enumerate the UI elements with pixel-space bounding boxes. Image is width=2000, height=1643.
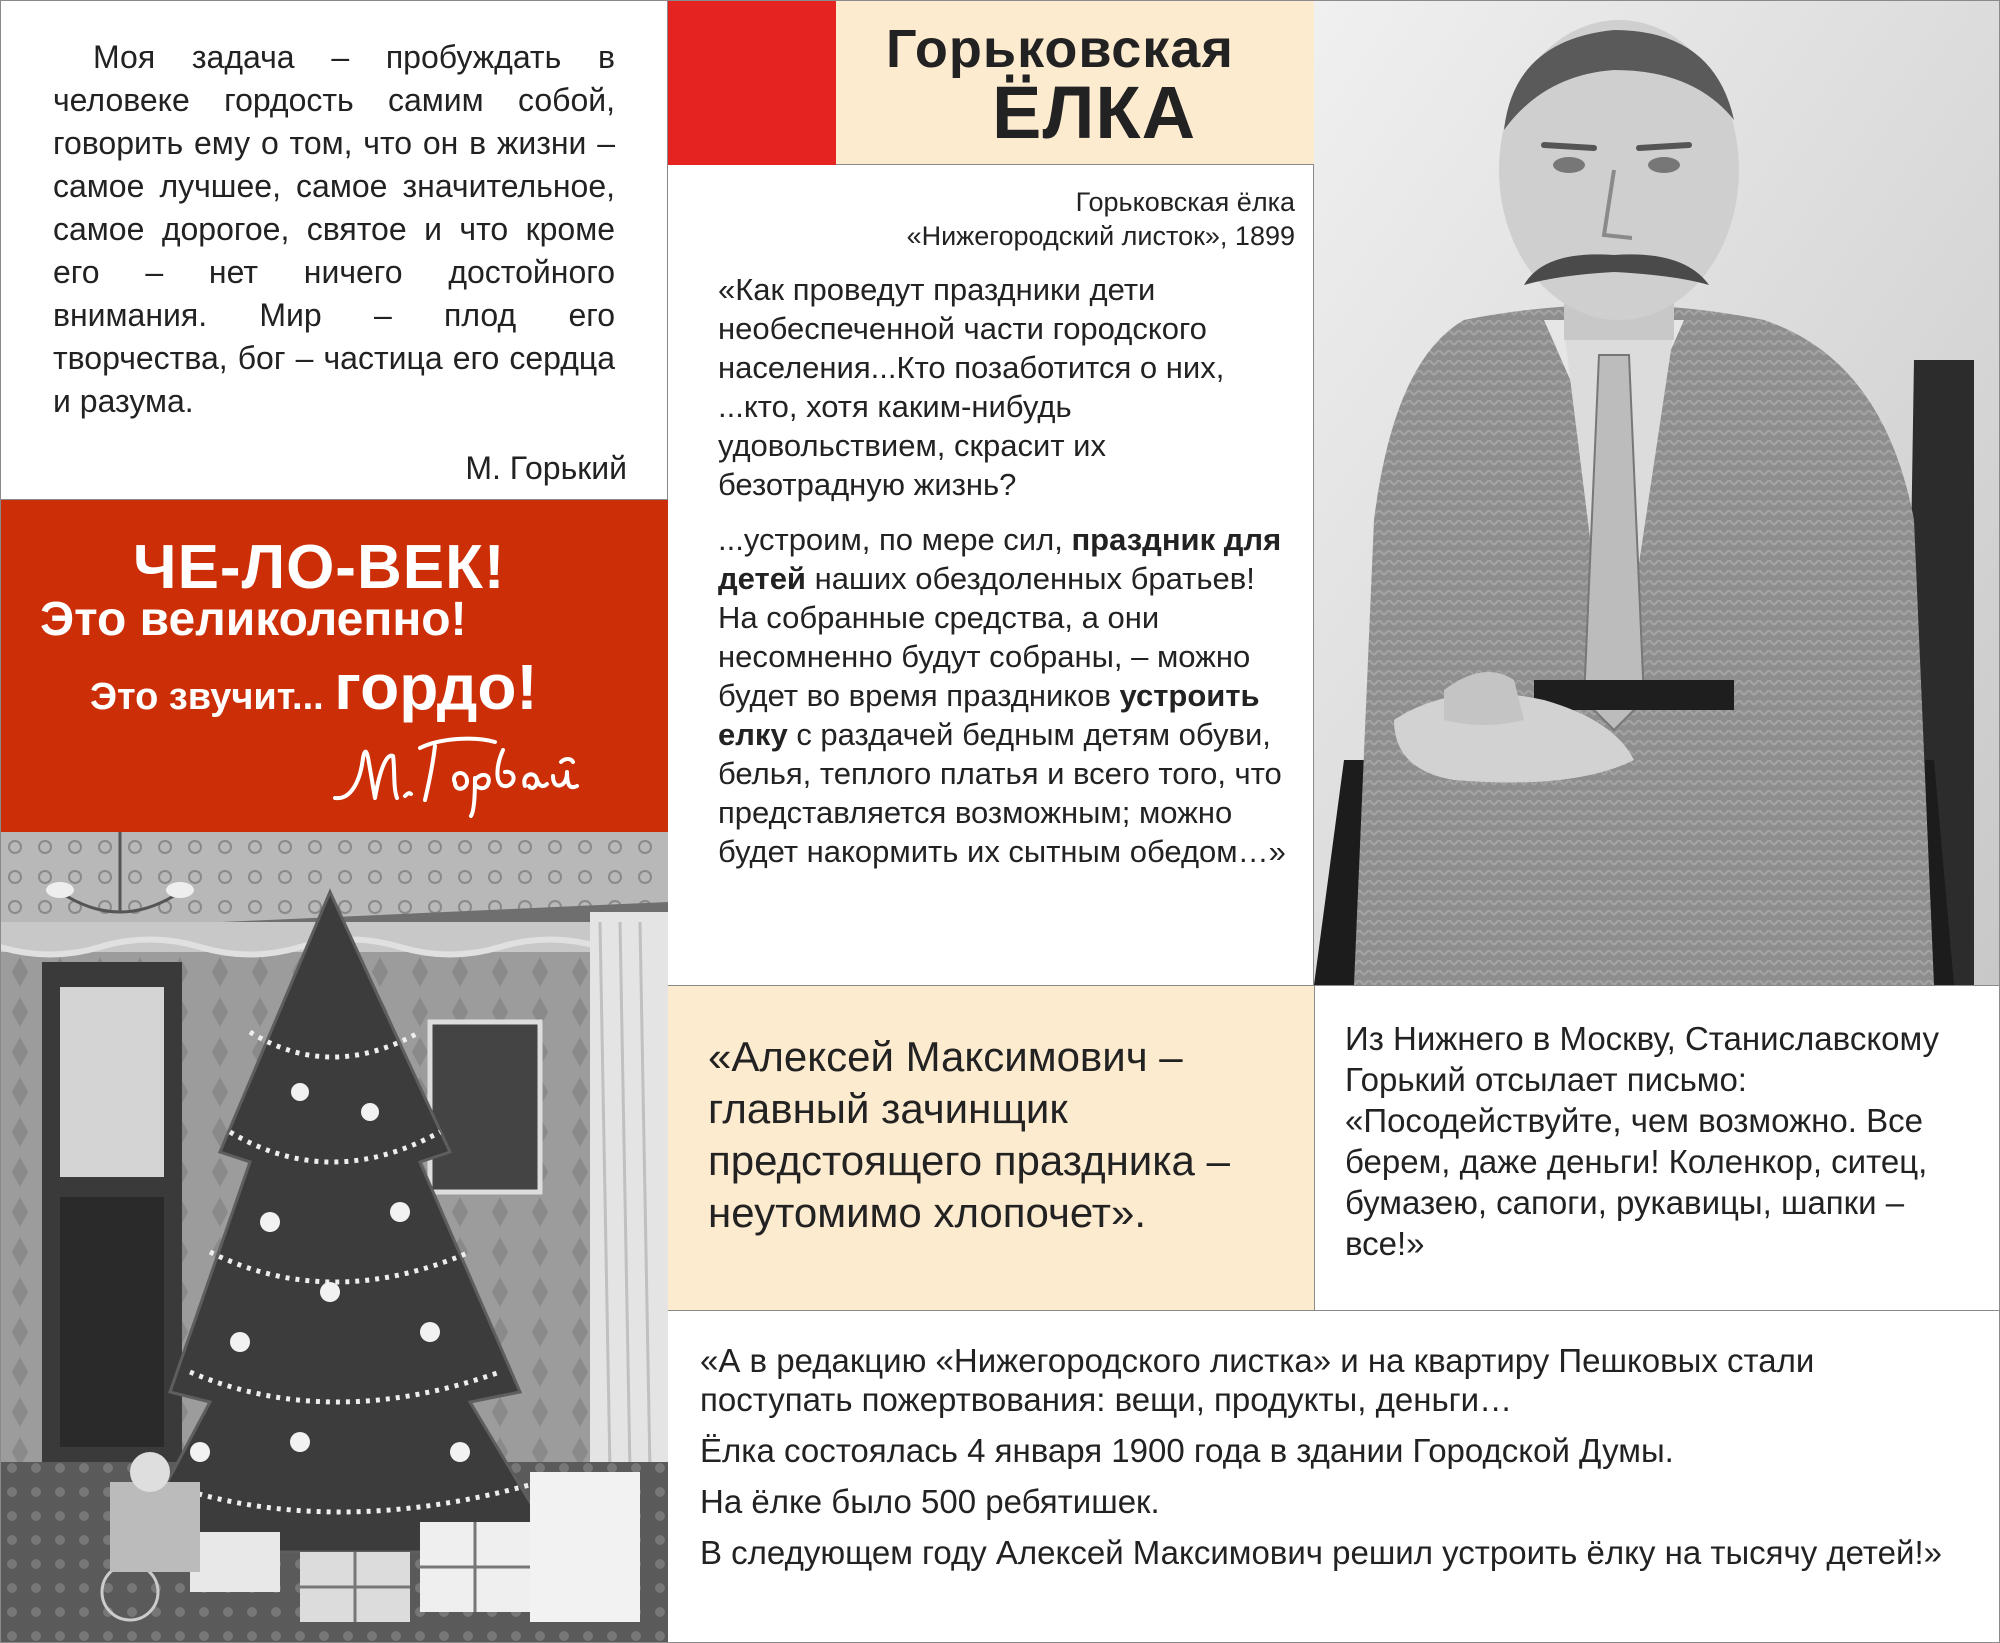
title-line-1: Горьковская <box>886 19 1234 79</box>
bottom-paragraph-2: Ёлка состоялась 4 января 1900 года в здании Городской Думы. <box>700 1432 1674 1469</box>
quote-text: Моя задача – пробуждать в человеке гордость самим собой, говорить ему о том, что он в жизни – самое лучшее, самое значительное, самое дорогое, святое и что кроме его – нет ничего достойного внимания. Мир – плод его творчества, бог – частица его сердца и разума. <box>53 39 615 419</box>
gorky-portrait-image <box>1314 0 2000 985</box>
christmas-tree-image <box>0 832 668 1643</box>
p2-bold-tree: устроить елку <box>718 678 1260 752</box>
letter-panel <box>1314 985 2000 1310</box>
slogan-line-3-big: гордо! <box>334 651 538 723</box>
source-caption-line-2: «Нижегородский листок», 1899 <box>906 221 1295 251</box>
signature-image <box>325 728 615 818</box>
title-accent-block <box>668 0 836 165</box>
beige-quote-panel <box>668 985 1314 1310</box>
p2-part-e: с раздачей бедным детям обуви, белья, теплого платья и всего того, что представляется возможным; можно будет накормить их сытным обедом…» <box>718 717 1286 869</box>
quote-panel <box>0 0 668 500</box>
slogan-line-1: ЧЕ-ЛО-ВЕК! <box>133 533 506 602</box>
center-quote-paragraph-1: «Как проведут праздники дети необеспеченной части городского населения...Кто позаботится о них, ...кто, хотя каким-нибудь удовольствием, скрасит их безотрадную жизнь? <box>718 272 1225 502</box>
letter-text: Из Нижнего в Москву, Станиславскому Горький отсылает письмо: «Посодействуйте, чем возможно. Все берем, даже деньги! Коленкор, ситец, бумазею, сапоги, рукавицы, шапки – все!» <box>1345 1020 1940 1262</box>
title-line-2: ЁЛКА <box>992 71 1197 154</box>
bottom-paragraph-1: «А в редакцию «Нижегородского листка» и на квартиру Пешковых стали поступать пожертвования: вещи, продукты, деньги… <box>700 1342 1815 1418</box>
bottom-paragraph-4: В следующем году Алексей Максимович решил устроить ёлку на тысячу детей!» <box>700 1534 1942 1571</box>
p2-bold-holiday: праздник для детей <box>718 522 1282 596</box>
bottom-paragraph-3: На ёлке было 500 ребятишек. <box>700 1483 1160 1520</box>
center-quote <box>718 270 1298 871</box>
source-caption <box>907 185 1295 253</box>
slogan-line-3-small: Это звучит... <box>90 676 335 718</box>
p2-part-a: ...устроим, по мере сил, <box>718 522 1072 557</box>
bottom-text <box>700 1341 1970 1572</box>
slogan-line-2: Это великолепно! <box>40 593 467 646</box>
quote-author: М. Горький <box>465 450 627 486</box>
slogan-panel <box>0 500 668 832</box>
gorky-portrait-photo <box>1314 0 2000 985</box>
christmas-tree-photo <box>0 832 668 1643</box>
bottom-text-panel <box>668 1310 2000 1643</box>
beige-quote-text: «Алексей Максимович – главный зачинщик предстоящего праздника – неутомимо хлопочет». <box>708 1033 1230 1236</box>
p2-part-c: наших обездоленных братьев! На собранные средства, а они несомненно будут собраны, – можно будет во время праздников <box>718 561 1255 713</box>
title-panel <box>836 0 1314 165</box>
center-text-panel <box>668 165 1314 985</box>
center-quote-paragraph-2 <box>718 520 1298 871</box>
slogan-line-3 <box>90 650 538 724</box>
source-caption-line-1: Горьковская ёлка <box>1075 187 1295 217</box>
